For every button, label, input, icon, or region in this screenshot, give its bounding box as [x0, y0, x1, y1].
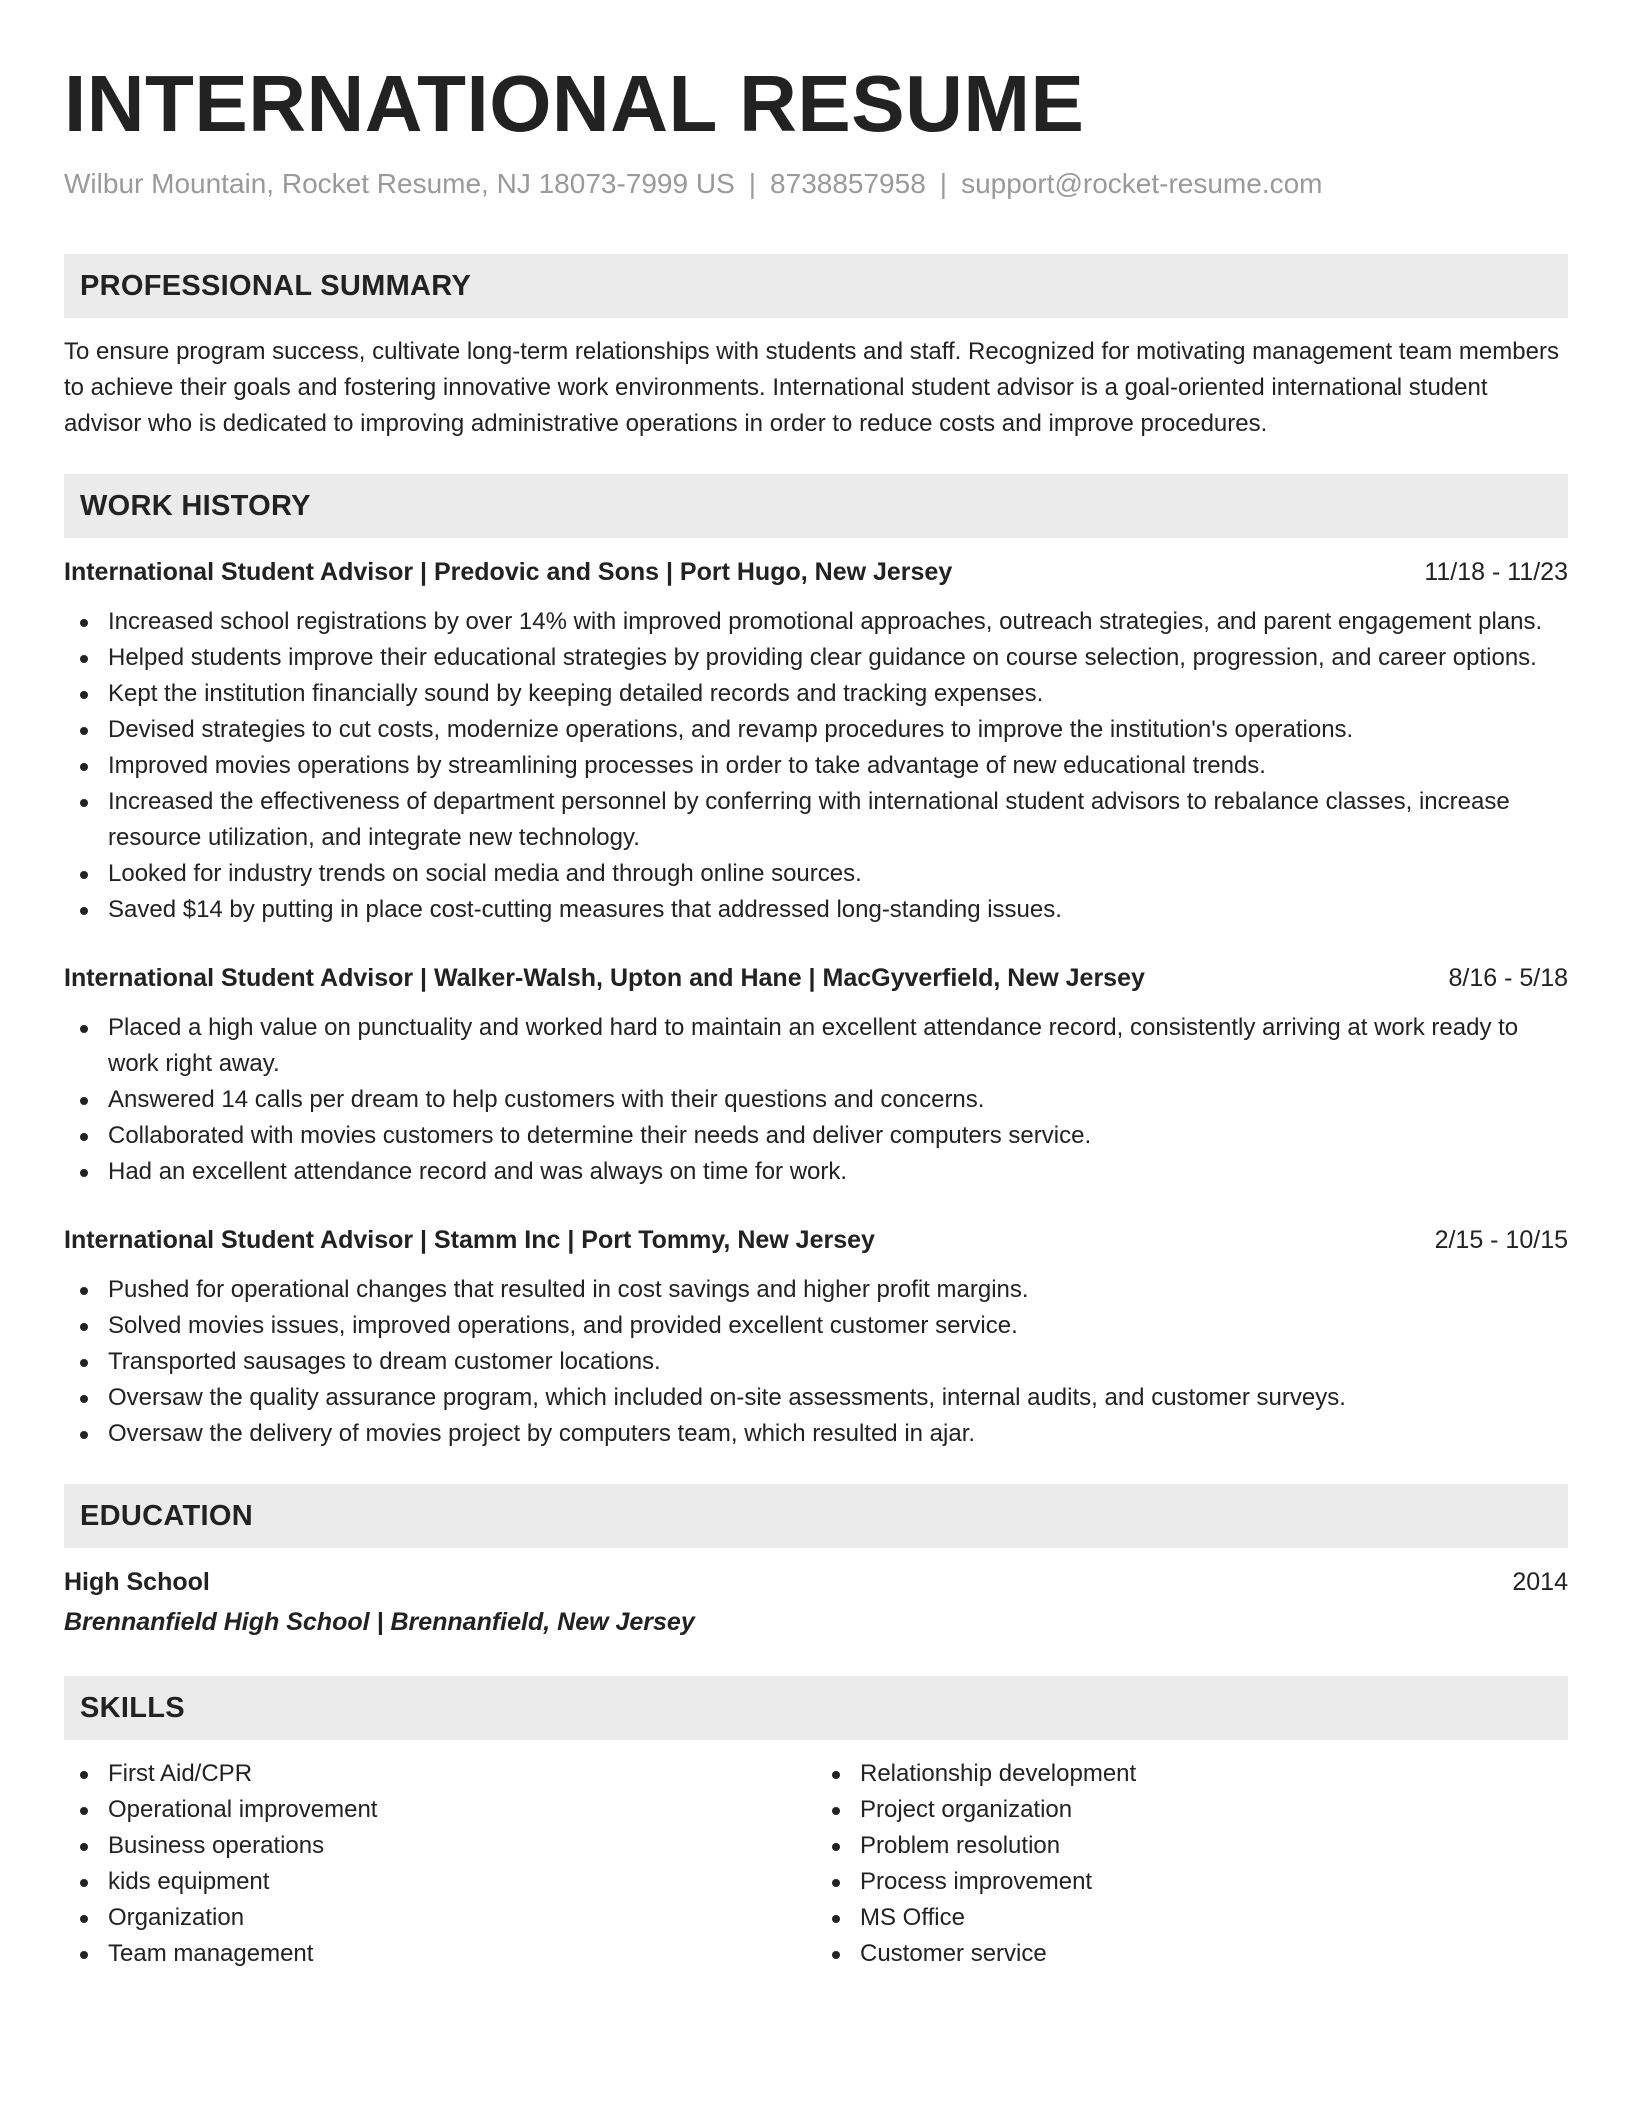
job-bullet: Kept the institution financially sound by keeping detailed records and tracking expenses. [64, 676, 1568, 712]
job-entry [64, 960, 1568, 1190]
job-bullet: Had an excellent attendance record and was always on time for work. [64, 1154, 1568, 1190]
skills-column-left [64, 1756, 816, 1972]
job-dates: 11/18 - 11/23 [1424, 558, 1568, 586]
job-bullet: Devised strategies to cut costs, modernize operations, and revamp procedures to improve the institution's operations. [64, 712, 1568, 748]
resume-name: INTERNATIONAL RESUME [64, 59, 1085, 148]
contact-email: support@rocket-resume.com [961, 168, 1323, 199]
skill-item: First Aid/CPR [64, 1756, 816, 1792]
skill-item: Team management [64, 1936, 816, 1972]
skill-item: Relationship development [816, 1756, 1568, 1792]
job-bullet: Oversaw the quality assurance program, which included on-site assessments, internal audits, and customer surveys. [64, 1380, 1568, 1416]
skills-list [816, 1756, 1568, 1972]
job-bullet: Looked for industry trends on social media and through online sources. [64, 856, 1568, 892]
job-dates: 8/16 - 5/18 [1448, 964, 1568, 992]
education-year: 2014 [1512, 1568, 1568, 1596]
skill-item: Customer service [816, 1936, 1568, 1972]
job-title: International Student Advisor | Walker-Walsh, Upton and Hane | MacGyverfield, New Jersey [64, 964, 1145, 992]
skills-column-right [816, 1756, 1568, 1972]
skill-item: Operational improvement [64, 1792, 816, 1828]
skill-item: Problem resolution [816, 1828, 1568, 1864]
job-bullet: Pushed for operational changes that resulted in cost savings and higher profit margins. [64, 1272, 1568, 1308]
skills-list [64, 1756, 816, 1972]
skill-item: Project organization [816, 1792, 1568, 1828]
skills-grid [64, 1756, 1568, 1972]
skill-item: kids equipment [64, 1864, 816, 1900]
contact-phone: 8738857958 [770, 168, 926, 199]
job-entry [64, 1222, 1568, 1452]
job-bullet: Transported sausages to dream customer locations. [64, 1344, 1568, 1380]
skill-item: Organization [64, 1900, 816, 1936]
job-bullets [64, 1272, 1568, 1452]
job-dates: 2/15 - 10/15 [1434, 1226, 1568, 1254]
job-bullets [64, 604, 1568, 928]
job-bullet: Helped students improve their educational strategies by providing clear guidance on course selection, progression, and career options. [64, 640, 1568, 676]
job-bullet: Saved $14 by putting in place cost-cutting measures that addressed long-standing issues. [64, 892, 1568, 928]
contact-line [64, 166, 1568, 202]
job-entry [64, 554, 1568, 928]
job-bullet: Oversaw the delivery of movies project by computers team, which resulted in ajar. [64, 1416, 1568, 1452]
job-header [64, 1222, 1568, 1258]
job-bullet: Placed a high value on punctuality and worked hard to maintain an excellent attendance record, consistently arriving at work ready to work right away. [64, 1010, 1568, 1082]
job-bullet: Solved movies issues, improved operations, and provided excellent customer service. [64, 1308, 1568, 1344]
work-history-section [64, 474, 1568, 1452]
contact-separator: | [748, 168, 757, 199]
education-header [64, 1564, 1568, 1600]
skills-section [64, 1676, 1568, 1972]
job-bullet: Increased the effectiveness of department personnel by conferring with international student advisors to rebalance classes, increase resource utilization, and integrate new technology. [64, 784, 1568, 856]
education-section [64, 1484, 1568, 1640]
summary-text: To ensure program success, cultivate long-term relationships with students and staff. Recognized for motivating management team members to achieve their goals and fostering innovative work environments. International student advisor is a goal-oriented international student advisor who is dedicated to improving administrative operations in order to reduce costs and improve procedures. [64, 338, 1559, 437]
contact-separator: | [939, 168, 948, 199]
job-header [64, 554, 1568, 590]
section-heading-skills: SKILLS [64, 1676, 1568, 1740]
skill-item: MS Office [816, 1900, 1568, 1936]
section-heading-summary: PROFESSIONAL SUMMARY [64, 254, 1568, 318]
skill-item: Business operations [64, 1828, 816, 1864]
job-bullet: Improved movies operations by streamlining processes in order to take advantage of new educational trends. [64, 748, 1568, 784]
education-school: Brennanfield High School | Brennanfield, New Jersey [64, 1608, 695, 1636]
job-header [64, 960, 1568, 996]
skill-item: Process improvement [816, 1864, 1568, 1900]
section-heading-education: EDUCATION [64, 1484, 1568, 1548]
job-bullets [64, 1010, 1568, 1190]
job-bullet: Collaborated with movies customers to determine their needs and deliver computers service. [64, 1118, 1568, 1154]
job-title: International Student Advisor | Predovic and Sons | Port Hugo, New Jersey [64, 558, 953, 586]
job-title: International Student Advisor | Stamm Inc | Port Tommy, New Jersey [64, 1226, 875, 1254]
contact-address: Wilbur Mountain, Rocket Resume, NJ 18073-7999 US [64, 168, 735, 199]
job-bullet: Answered 14 calls per dream to help customers with their questions and concerns. [64, 1082, 1568, 1118]
job-bullet: Increased school registrations by over 14% with improved promotional approaches, outreach strategies, and parent engagement plans. [64, 604, 1568, 640]
section-heading-work: WORK HISTORY [64, 474, 1568, 538]
professional-summary-section [64, 254, 1568, 442]
education-degree: High School [64, 1568, 210, 1596]
